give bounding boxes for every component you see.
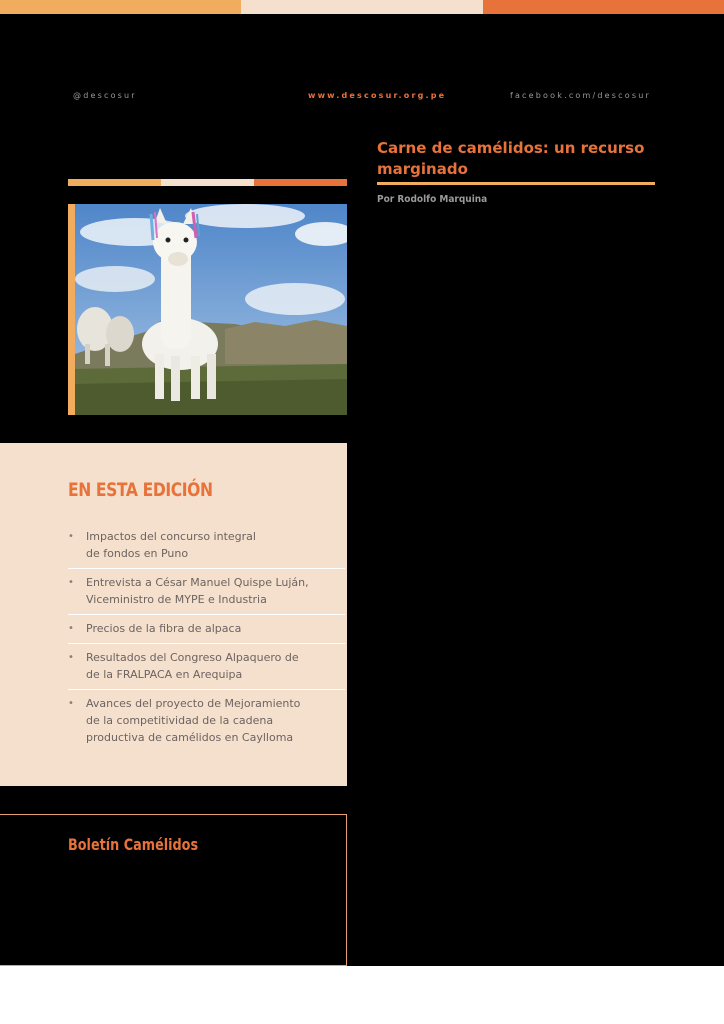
bullet-icon: • (68, 577, 74, 588)
edition-title: EN ESTA EDICIÓN (68, 479, 213, 501)
list-item[interactable]: • Resultados del Congreso Alpaquero de de la FRALPACA en Arequipa (68, 644, 345, 690)
alpaca-photo (75, 204, 347, 415)
list-item[interactable]: • Entrevista a César Manuel Quispe Luján, Viceministro de MYPE e Industria (68, 569, 345, 615)
boletin-box (0, 814, 347, 966)
article-title-rule (377, 182, 655, 185)
top-color-bar-center (241, 0, 483, 14)
top-color-bar-left (0, 0, 241, 14)
facebook-link[interactable]: facebook.com/descosur (509, 91, 651, 100)
list-item[interactable]: • Impactos del concurso integral de fondos en Puno (68, 523, 345, 569)
bullet-icon: • (68, 623, 74, 634)
in-this-edition-panel (0, 443, 347, 786)
website-link[interactable]: www.descosur.org.pe (308, 91, 447, 100)
article-title: Carne de camélidos: un recurso marginado (377, 139, 645, 178)
list-item[interactable]: • Precios de la fibra de alpaca (68, 615, 345, 644)
bullet-icon: • (68, 531, 74, 542)
bullet-icon: • (68, 652, 74, 663)
list-item[interactable]: • Avances del proyecto de Mejoramiento de la competitividad de la cadena productiva de camélidos en Caylloma (68, 697, 301, 744)
social-handle-link[interactable]: @descosur (73, 91, 137, 100)
top-color-bar-right (483, 0, 724, 14)
boletin-title: Boletín Camélidos (68, 835, 199, 854)
section-divider (68, 179, 347, 186)
article-author: Por Rodolfo Marquina (377, 194, 488, 205)
bullet-icon: • (68, 698, 74, 709)
photo-frame (68, 204, 347, 415)
edition-list (68, 523, 345, 752)
